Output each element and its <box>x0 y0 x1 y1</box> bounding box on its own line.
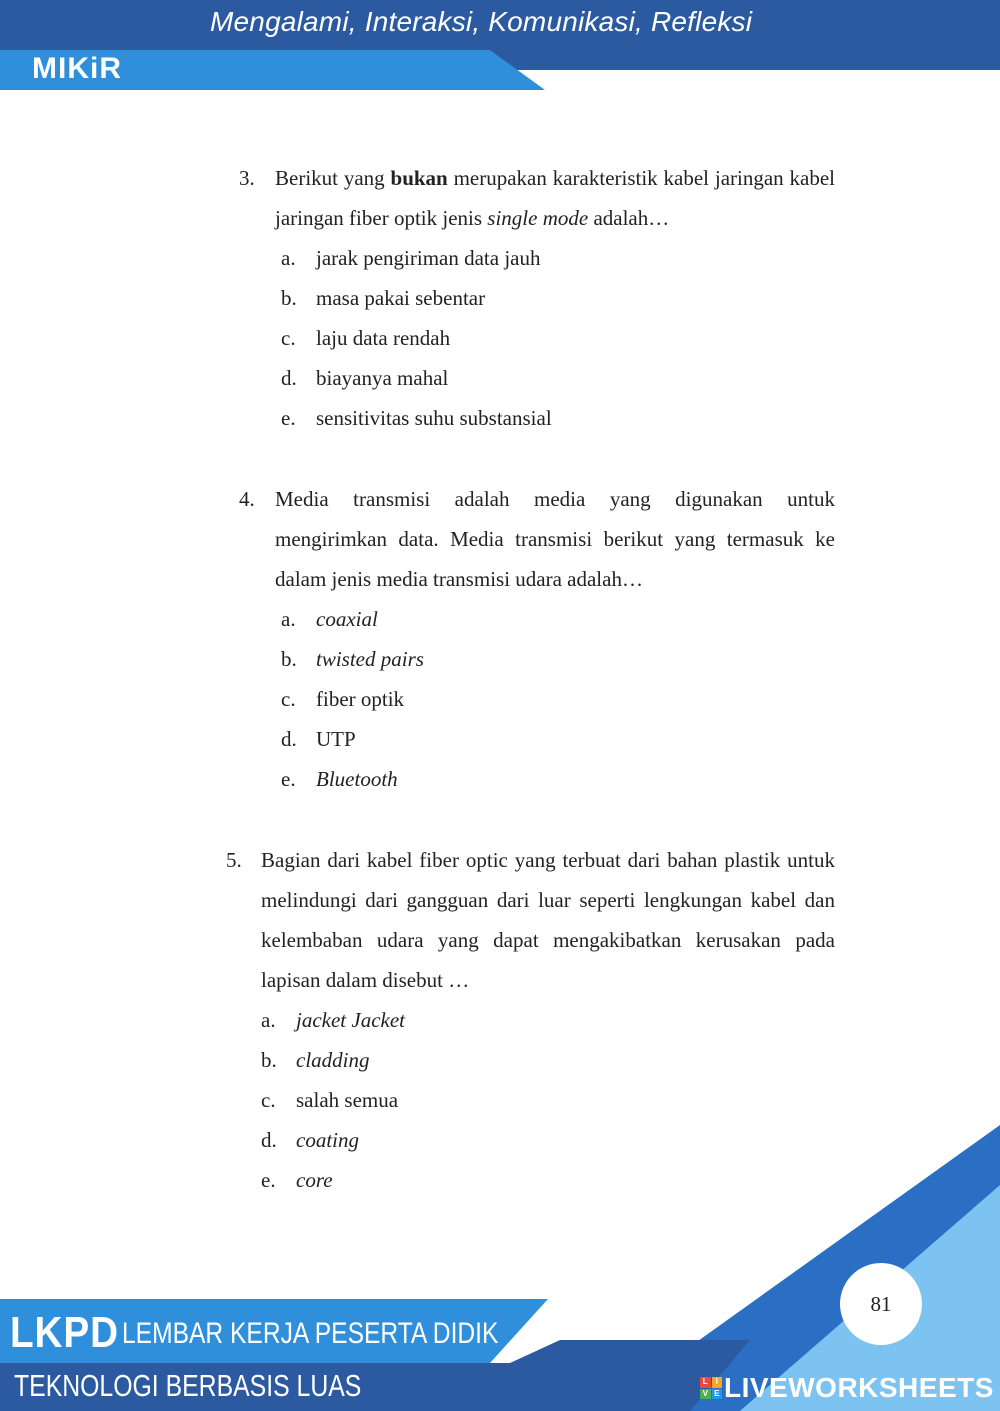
option-letter: b. <box>261 1048 277 1072</box>
option-letter: b. <box>281 647 297 671</box>
footer-lkpd: LKPD <box>10 1308 119 1357</box>
option-text: twisted pairs <box>316 647 424 671</box>
option-text: jarak pengiriman data jauh <box>316 246 541 270</box>
question-number: 4. <box>239 487 255 511</box>
page-number: 81 <box>840 1263 922 1345</box>
option-item <box>281 719 835 759</box>
option-text: biayanya mahal <box>316 366 449 390</box>
option-text: salah semua <box>296 1088 399 1112</box>
stem-text: merupakan karakteristik kabel jaringan kabel jaringan fiber optik jenis <box>275 166 835 230</box>
option-list <box>281 599 835 799</box>
option-text: sensitivitas suhu substansial <box>316 406 552 430</box>
option-text: UTP <box>316 727 356 751</box>
option-text: coating <box>296 1128 359 1152</box>
option-item <box>281 358 835 398</box>
option-text: jacket Jacket <box>296 1008 405 1032</box>
option-item <box>281 599 835 639</box>
option-item <box>281 278 835 318</box>
liveworksheets-logo-icon <box>700 1377 722 1399</box>
option-item <box>281 679 835 719</box>
option-letter: d. <box>281 727 297 751</box>
option-item <box>281 639 835 679</box>
header-tagline: Mengalami, Interaksi, Komunikasi, Refleksi <box>210 6 753 37</box>
option-letter: c. <box>261 1088 276 1112</box>
option-text: core <box>296 1168 333 1192</box>
option-list <box>281 238 835 438</box>
logo-letter: E <box>712 1389 723 1400</box>
logo-letter: V <box>700 1389 711 1400</box>
section-title: MIKiR <box>32 52 122 85</box>
option-text: coaxial <box>316 607 378 631</box>
footer-lkpd-full: LEMBAR KERJA PESERTA DIDIK <box>122 1317 499 1350</box>
option-letter: c. <box>281 326 296 350</box>
footer-subject: TEKNOLOGI BERBASIS LUAS <box>14 1368 362 1403</box>
question-stem <box>275 158 835 238</box>
question-number: 3. <box>239 166 255 190</box>
stem-text: bukan <box>390 166 448 190</box>
option-item <box>281 759 835 799</box>
question-stem <box>275 479 835 599</box>
option-letter: e. <box>281 406 296 430</box>
option-text: Bluetooth <box>316 767 398 791</box>
option-text: masa pakai sebentar <box>316 286 486 310</box>
option-list <box>261 1000 835 1200</box>
question-4 <box>239 479 835 799</box>
question-3 <box>239 158 835 438</box>
option-letter: b. <box>281 286 297 310</box>
option-text: cladding <box>296 1048 370 1072</box>
option-item <box>261 1160 835 1200</box>
option-letter: a. <box>261 1008 276 1032</box>
option-letter: e. <box>281 767 296 791</box>
option-item <box>261 1000 835 1040</box>
option-letter: c. <box>281 687 296 711</box>
stem-text: Media transmisi adalah media yang digunakan untuk mengirimkan data. Media transmisi berikut yang termasuk ke dalam jenis media transmisi udara adalah… <box>275 487 835 591</box>
option-item <box>261 1080 835 1120</box>
question-number: 5. <box>226 848 242 872</box>
option-item <box>261 1040 835 1080</box>
option-item <box>281 398 835 438</box>
liveworksheets-watermark: LIVEWORKSHEETS <box>724 1372 994 1403</box>
option-letter: d. <box>261 1128 277 1152</box>
option-text: laju data rendah <box>316 326 451 350</box>
stem-text: adalah… <box>588 206 670 230</box>
option-text: fiber optik <box>316 687 405 711</box>
option-item <box>281 238 835 278</box>
stem-text: Bagian dari kabel fiber optic yang terbuat dari bahan plastik untuk melindungi dari gangguan dari luar seperti lengkungan kabel dan kelembaban udara yang dapat mengakibatkan kerusakan pada lapisan dalam disebut … <box>261 848 835 992</box>
option-letter: d. <box>281 366 297 390</box>
option-letter: e. <box>261 1168 276 1192</box>
logo-letter: L <box>700 1377 711 1388</box>
option-item <box>281 318 835 358</box>
option-letter: a. <box>281 607 296 631</box>
stem-text: single mode <box>487 206 589 230</box>
option-item <box>261 1120 835 1160</box>
stem-text: Berikut yang <box>275 166 391 190</box>
question-5 <box>226 840 835 1200</box>
logo-letter: I <box>712 1377 723 1388</box>
option-letter: a. <box>281 246 296 270</box>
question-stem <box>261 840 835 1000</box>
